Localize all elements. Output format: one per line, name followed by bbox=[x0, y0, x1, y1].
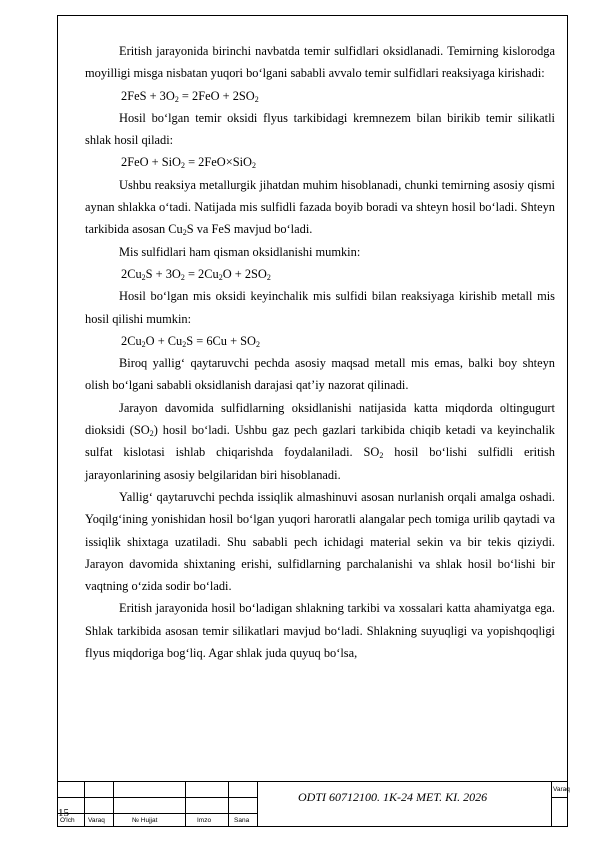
body-paragraph: Eritish jarayonida birinchi navbatda temir sulfidlari oksidlanadi. Temirning kislorodga moyilligi misga nisbatan yuqori bo‘lgani sababli avvalo temir sulfidlari reaksiyaga kirishadi: bbox=[85, 44, 555, 81]
varaq-label: Varaq bbox=[553, 786, 570, 793]
col-label-olch: O'lch bbox=[60, 817, 75, 824]
document-body bbox=[85, 40, 555, 664]
col-label-varaq: Varaq bbox=[88, 817, 105, 824]
reaction-equation: $2Cu_2S + 3O_2 = 2Cu_2O + 2SO_2$ bbox=[121, 266, 271, 282]
col-label-imzo: Imzo bbox=[197, 817, 212, 824]
body-paragraph: Yallig‘ qaytaruvchi pechda issiqlik almashinuvi asosan nurlanish orqali amalga oshadi. Yoqilg‘ining yonishidan hosil bo‘lgan yuqori haroratli alangalar pech tomiga urilib qaytadi va issiqlik shixtaga uzatiladi. Shu sababli pech ichidagi material sekin va bir tekis qiziydi. Jarayon davomida shixtaning erishi, sulfidlarning parchalanishi va shlak hosil bo‘lishi bir vaqtning o‘zida sodir bo‘ladi. bbox=[85, 489, 555, 594]
body-paragraph: Biroq yallig‘ qaytaruvchi pechda asosiy maqsad metall mis emas, balki boy shteyn olish bo‘lgani sababli oksidlanish darajasi qat’iy nazorat qilinadi. bbox=[85, 356, 555, 393]
col-label-hujjat: № Hujjat bbox=[132, 817, 158, 824]
reaction-equation: $2FeS + 3O_2 = 2FeO + 2SO_2$ bbox=[121, 88, 259, 104]
col-label-sana: Sana bbox=[234, 817, 250, 824]
body-paragraph: Eritish jarayonida hosil bo‘ladigan shlakning tarkibi va xossalari katta ahamiyatga ega. Shlak tarkibida asosan temir silikatlari mavjud bo‘ladi. Shlakning suyuqligi va yopishqoqligi flyus miqdoriga bog‘liq. Agar shlak juda quyuq bo‘lsa, bbox=[85, 601, 555, 661]
page-number: 15 bbox=[58, 807, 69, 819]
body-paragraph: Mis sulfidlari ham qisman oksidlanishi mumkin: bbox=[119, 244, 361, 259]
document-code: ODTI 60712100. 1K-24 MET. KI. 2026 bbox=[298, 790, 488, 804]
body-paragraph: Hosil bo‘lgan mis oksidi keyinchalik mis sulfidi bilan reaksiyaga kirishib metall mis hosil qilishi mumkin: bbox=[85, 289, 555, 326]
reaction-equation: $2Cu_2O + Cu_2S = 6Cu + SO_2$ bbox=[121, 333, 261, 349]
reaction-equation: 2FeO + SiO$_2$ = 2FeO×SiO$_2$ bbox=[121, 155, 256, 171]
title-block bbox=[57, 781, 568, 827]
body-paragraph: Hosil bo‘lgan temir oksidi flyus tarkibidagi kremnezem bilan birikib temir silikatli shlak hosil qiladi: bbox=[85, 110, 555, 148]
body-paragraph: Ushbu reaksiya metallurgik jihatdan muhim hisoblanadi, chunki temirning asosiy qismi aynan shlakka o‘tadi. Natijada mis sulfidli fazada boyib boradi va shteyn hosil bo‘ladi. Shteyn tarkibida asosan $Cu_2S$ va FeS mavjud bo‘ladi. bbox=[85, 177, 555, 238]
body-paragraph: Jarayon davomida sulfidlarning oksidlanishi natijasida katta miqdorda oltingugurt dioksidi $(SO_2)$ hosil bo‘ladi. Ushbu gaz pech gazlari tarkibida chiqib ketadi va keyinchalik sulfat kislotasi ishlab chiqarishda foydalaniladi. $SO_2$ hosil bo‘lishi sulfidli eritish jarayonlarining asosiy belgilaridan biri hisoblanadi. bbox=[85, 400, 556, 482]
